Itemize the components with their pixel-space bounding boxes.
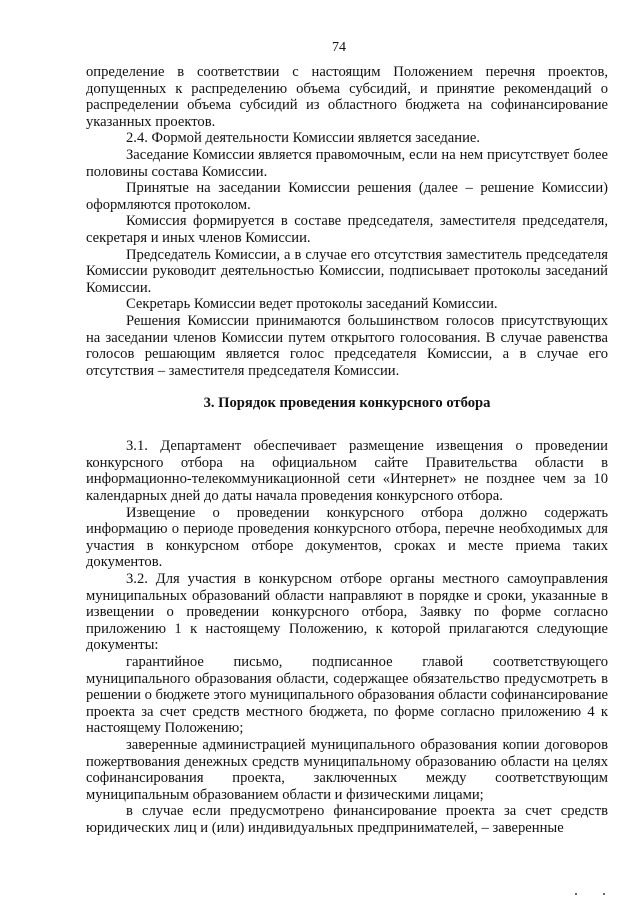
paragraph: Извещение о проведении конкурсного отбора должно содержать информацию о периоде проведения конкурсного отбора, перечне необходимых для участия в конкурсном отборе документов, сроках и месте приема таких документов. — [86, 504, 608, 571]
top-text-block — [86, 64, 608, 379]
paragraph: Комиссия формируется в составе председателя, заместителя председателя, секретаря и иных членов Комиссии. — [86, 213, 608, 246]
section-heading: 3. Порядок проведения конкурсного отбора — [203, 395, 491, 412]
paragraph: Принятые на заседании Комиссии решения (далее – решение Комиссии) оформляются протоколом. — [86, 180, 608, 213]
paragraph: в случае если предусмотрено финансирование проекта за счет средств юридических лиц и (или) индивидуальных предпринимателей, – заверенные — [86, 803, 608, 836]
scan-artifact — [603, 893, 605, 895]
page-number: 74 — [332, 40, 346, 55]
bottom-text-block — [86, 438, 608, 836]
paragraph: 2.4. Формой деятельности Комиссии является заседание. — [126, 130, 481, 147]
paragraph: Секретарь Комиссии ведет протоколы заседаний Комиссии. — [126, 296, 498, 313]
scan-artifact — [575, 893, 577, 895]
paragraph: 3.1. Департамент обеспечивает размещение извещения о проведении конкурсного отбора на официальном сайте Правительства области в информационно-телекоммуникационной сети «Интернет» не позднее чем за 10 календарных дней до даты начала проведения конкурсного отбора. — [86, 438, 608, 505]
paragraph: Председатель Комиссии, а в случае его отсутствия заместитель председателя Комиссии руководит деятельностью Комиссии, подписывает протоколы заседаний Комиссии. — [86, 246, 608, 296]
paragraph: заверенные администрацией муниципального образования копии договоров пожертвования денежных средств муниципальному образованию области на целях софинансирования проекта, заключенных между соответствующим муниципальным образованием области и физическими лицами; — [86, 736, 608, 803]
paragraph: гарантийное письмо, подписанное главой соответствующего муниципального образования области, содержащее обязательство предусмотреть в решении о бюджете этого муниципального образования области софинансирование проекта за счет средств местного бюджета, по форме согласно приложению 4 к настоящему Положению; — [86, 654, 608, 737]
paragraph: определение в соответствии с настоящим Положением перечня проектов, допущенных к распределению объема субсидий, и принятие рекомендаций о распределении объема субсидий из областного бюджета на софинансирование указанных проектов. — [86, 64, 608, 130]
paragraph: Заседание Комиссии является правомочным, если на нем присутствует более половины состава Комиссии. — [86, 146, 608, 180]
paragraph: 3.2. Для участия в конкурсном отборе органы местного самоуправления муниципальных образований области направляют в порядке и сроки, указанные в извещении о проведении конкурсного отбора, Заявку по форме согласно приложению 1 к настоящему Положению, к которой прилагаются следующие документы: — [86, 571, 608, 654]
paragraph: Решения Комиссии принимаются большинством голосов присутствующих на заседании членов Комиссии путем открытого голосования. В случае равенства голосов решающим является голос председателя Комиссии, а в случае его отсутствия – заместителя председателя Комиссии. — [86, 312, 608, 379]
